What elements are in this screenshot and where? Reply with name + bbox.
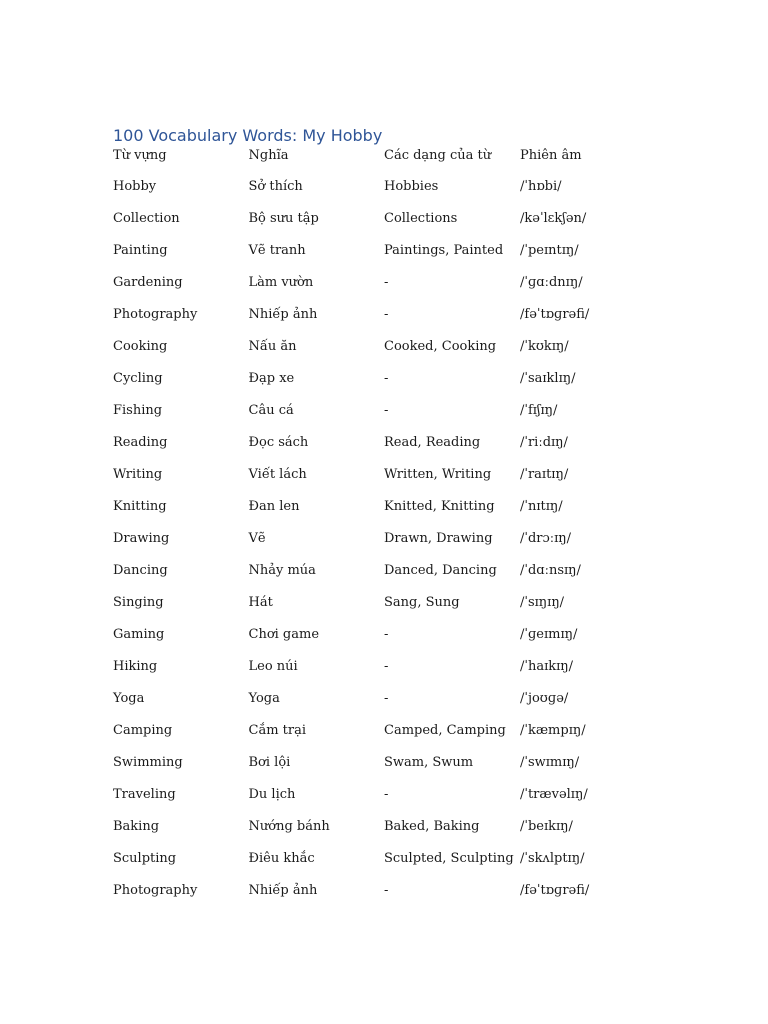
cell-word: Singing — [113, 595, 164, 610]
cell-meaning: Nấu ăn — [248, 339, 297, 354]
table-row — [113, 786, 640, 818]
cell-meaning: Làm vườn — [248, 275, 314, 290]
cell-pronunciation: /ˈɡeɪmɪŋ/ — [520, 627, 578, 642]
cell-word-forms: - — [384, 403, 389, 418]
cell-word-forms: Collections — [384, 211, 458, 226]
cell-word-forms: Read, Reading — [384, 435, 481, 450]
cell-meaning: Bộ sưu tập — [248, 211, 319, 226]
cell-word: Traveling — [113, 787, 176, 802]
cell-word-forms: Baked, Baking — [384, 819, 480, 834]
cell-word: Gardening — [113, 275, 183, 290]
cell-word: Drawing — [113, 531, 170, 546]
cell-pronunciation: /ˈfɪʃɪŋ/ — [520, 403, 558, 418]
cell-pronunciation: /kəˈlɛkʃən/ — [520, 211, 587, 226]
document-title: 100 Vocabulary Words: My Hobby — [113, 126, 383, 145]
cell-meaning: Nhiếp ảnh — [248, 307, 318, 322]
table-row — [113, 370, 640, 402]
cell-word-forms: Paintings, Painted — [384, 243, 504, 258]
header-meaning: Nghĩa — [248, 148, 289, 163]
cell-word: Collection — [113, 211, 180, 226]
cell-word-forms: Knitted, Knitting — [384, 499, 495, 514]
cell-word-forms: Sang, Sung — [384, 595, 460, 610]
cell-meaning: Nhiếp ảnh — [248, 883, 318, 898]
cell-word: Writing — [113, 467, 163, 482]
cell-word-forms: Hobbies — [384, 179, 439, 194]
cell-pronunciation: /ˈjoʊɡə/ — [520, 691, 569, 706]
cell-meaning: Câu cá — [248, 403, 294, 418]
cell-meaning: Sở thích — [248, 179, 303, 194]
cell-pronunciation: /ˈpeɪntɪŋ/ — [520, 243, 579, 258]
cell-meaning: Đan len — [248, 499, 300, 514]
document-page — [113, 126, 713, 914]
header-word: Từ vựng — [113, 148, 167, 163]
cell-word: Hiking — [113, 659, 158, 674]
cell-meaning: Điêu khắc — [248, 851, 315, 866]
table-row — [113, 434, 640, 466]
table-row — [113, 818, 640, 850]
table-body — [113, 178, 640, 914]
cell-word-forms: - — [384, 627, 389, 642]
cell-pronunciation: /ˈsɪŋɪŋ/ — [520, 595, 565, 610]
cell-meaning: Đạp xe — [248, 371, 295, 386]
cell-word: Hobby — [113, 179, 157, 194]
cell-meaning: Đọc sách — [248, 435, 309, 450]
table-row — [113, 498, 640, 530]
cell-word: Photography — [113, 307, 198, 322]
table-row — [113, 402, 640, 434]
cell-pronunciation: /ˈkʊkɪŋ/ — [520, 339, 569, 354]
cell-word: Fishing — [113, 403, 163, 418]
cell-word: Cycling — [113, 371, 163, 386]
cell-word-forms: Cooked, Cooking — [384, 339, 497, 354]
cell-word-forms: - — [384, 883, 389, 898]
header-pronunciation: Phiên âm — [520, 148, 582, 163]
cell-meaning: Vẽ — [248, 531, 266, 546]
cell-word-forms: - — [384, 691, 389, 706]
table-row — [113, 594, 640, 626]
table-row — [113, 210, 640, 242]
cell-word-forms: Drawn, Drawing — [384, 531, 493, 546]
cell-word: Gaming — [113, 627, 165, 642]
table-row — [113, 658, 640, 690]
cell-pronunciation: /ˈhɒbi/ — [520, 179, 562, 194]
table-row — [113, 850, 640, 882]
cell-meaning: Leo núi — [248, 659, 298, 674]
cell-word-forms: - — [384, 371, 389, 386]
table-header-row — [113, 147, 640, 178]
cell-pronunciation: /ˈdrɔːɪŋ/ — [520, 531, 572, 546]
table-row — [113, 690, 640, 722]
cell-word-forms: Sculpted, Sculpting — [384, 851, 514, 866]
table-row — [113, 530, 640, 562]
cell-pronunciation: /ˈsaɪklɪŋ/ — [520, 371, 576, 386]
cell-pronunciation: /ˈbeɪkɪŋ/ — [520, 819, 573, 834]
cell-meaning: Hát — [248, 595, 273, 610]
cell-pronunciation: /ˈriːdɪŋ/ — [520, 435, 568, 450]
cell-pronunciation: /ˈdɑːnsɪŋ/ — [520, 563, 581, 578]
cell-meaning: Yoga — [248, 691, 280, 706]
table-row — [113, 466, 640, 498]
table-row — [113, 242, 640, 274]
cell-pronunciation: /ˈtrævəlɪŋ/ — [520, 787, 588, 802]
cell-meaning: Nhảy múa — [248, 563, 316, 578]
cell-pronunciation: /ˈskʌlptɪŋ/ — [520, 851, 585, 866]
cell-word: Cooking — [113, 339, 168, 354]
cell-word: Yoga — [113, 691, 145, 706]
cell-meaning: Vẽ tranh — [248, 243, 306, 258]
cell-word-forms: Written, Writing — [384, 467, 492, 482]
table-row — [113, 754, 640, 786]
table-row — [113, 626, 640, 658]
cell-word-forms: - — [384, 787, 389, 802]
cell-word: Sculpting — [113, 851, 177, 866]
table-row — [113, 178, 640, 210]
cell-meaning: Cắm trại — [248, 723, 307, 738]
cell-word: Swimming — [113, 755, 183, 770]
table-row — [113, 722, 640, 754]
table-row — [113, 274, 640, 306]
cell-word: Painting — [113, 243, 168, 258]
cell-pronunciation: /ˈnɪtɪŋ/ — [520, 499, 563, 514]
cell-word-forms: Danced, Dancing — [384, 563, 497, 578]
table-row — [113, 306, 640, 338]
cell-meaning: Chơi game — [248, 627, 320, 642]
cell-word: Camping — [113, 723, 173, 738]
cell-meaning: Bơi lội — [248, 755, 291, 770]
cell-pronunciation: /ˈɡɑːdnɪŋ/ — [520, 275, 583, 290]
header-word-forms: Các dạng của từ — [384, 148, 492, 163]
cell-pronunciation: /fəˈtɒɡrəfi/ — [520, 883, 590, 898]
cell-word: Dancing — [113, 563, 168, 578]
cell-word: Reading — [113, 435, 168, 450]
table-row — [113, 562, 640, 594]
cell-pronunciation: /ˈraɪtɪŋ/ — [520, 467, 569, 482]
table-row — [113, 338, 640, 370]
vocabulary-table — [113, 147, 640, 914]
cell-word-forms: - — [384, 659, 389, 674]
cell-word: Knitting — [113, 499, 167, 514]
cell-word: Baking — [113, 819, 160, 834]
cell-pronunciation: /ˈswɪmɪŋ/ — [520, 755, 580, 770]
cell-pronunciation: /ˈhaɪkɪŋ/ — [520, 659, 574, 674]
cell-meaning: Du lịch — [248, 787, 296, 802]
cell-word: Photography — [113, 883, 198, 898]
cell-word-forms: - — [384, 275, 389, 290]
cell-meaning: Viết lách — [248, 467, 307, 482]
cell-pronunciation: /ˈkæmpɪŋ/ — [520, 723, 586, 738]
cell-word-forms: - — [384, 307, 389, 322]
table-row — [113, 882, 640, 914]
cell-meaning: Nướng bánh — [248, 819, 330, 834]
cell-word-forms: Camped, Camping — [384, 723, 506, 738]
cell-word-forms: Swam, Swum — [384, 755, 474, 770]
cell-pronunciation: /fəˈtɒɡrəfi/ — [520, 307, 590, 322]
